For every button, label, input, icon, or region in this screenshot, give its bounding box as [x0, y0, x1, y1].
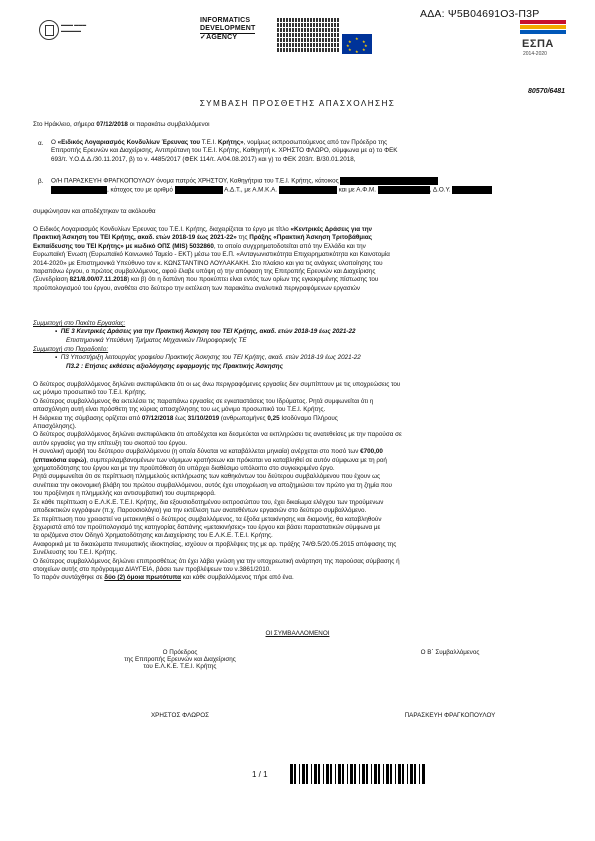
redacted-id — [175, 186, 223, 194]
body-paragraph: Ο Ειδικός Λογαριασμός Κονδυλίων Έρευνας του Τ.Ε.Ι. Κρήτης, διαχειρίζεται το έργο με τίτλο «Κεντρικές Δράσεις για την Πρακτική Άσκηση του ΤΕΙ Κρήτης, ακαδ. ετών 2018-19 έως 2021-22» της Πράξης «Πρακτική Άσκηση Τριτοβάθμιας Εκπαίδευσης του ΤΕΙ Κρήτης» με κωδικό ΟΠΣ (ΜIS) 5032860, το οποίο συγχρηματοδοτείται από την Ελλάδα και την Ευρωπαϊκή Ένωση (Ευρωπαϊκό Κοινωνικό Ταμείο - ΕΚΤ) μέσω του Ε.Π. «Ανταγωνιστικότητα Επιχειρηματικότητα και Καινοτομία 2014-2020» με Επιστημονικά Υπεύθυνο τον κ. ΚΩΝΣΤΑΝΤΙΝΟ ΛΟΥΛΑΚΑΚΗ. Στο πλαίσιο και για τις ανάγκες υλοποίησης του παραπάνω έργου, ο πρώτος συμβαλλόμενος, αφού έλαβε υπόψη α) την απόφαση της Επιτροπής Ερευνών και Διαχείρισης (Συνεδρίαση 821/8.00/07.11.2018) και β) ότι η δαπάνη που προκύπτει είναι εντός των ορίων της εγκεκριμένης πίστωσης του προϋπολογισμού του έργου, αναθέτει στο δεύτερο την εκτέλεση των παρακάτω αναλυτικά περιγραφόμενων εργασιών — [33, 226, 390, 292]
deliverable-heading: Συμμετοχή στο Παραδοτέο: — [33, 346, 109, 353]
eu-text-block — [277, 18, 339, 53]
informatics-logo: INFORMATICS DEVELOPMENT ✓AGENCY — [200, 17, 256, 41]
redacted-afm — [378, 186, 430, 194]
eu-flag-icon: ★ ★ ★ ★ ★ ★ ★ ★ — [342, 34, 372, 54]
tei-logo: ▬▬▬ ▬▬▬ ▬▬▬▬▬ — [39, 18, 99, 48]
signature-left-name: ΧΡΗΣΤΟΣ ΦΛΩΡΟΣ — [150, 712, 210, 719]
party-a-label: α. — [38, 140, 44, 147]
signature-right-name: ΠΑΡΑΣΚΕΥΗ ΦΡΑΓΚΟΠΟΥΛΟΥ — [404, 712, 496, 719]
intro-line: Στο Ηράκλειο, σήμερα 07/12/2018 οι παρακάτω συμβαλλόμενοι — [33, 121, 210, 128]
seal-icon — [39, 20, 59, 40]
party-b-label: β. — [38, 178, 44, 185]
espa-logo: ΕΣΠΑ 2014-2020 — [520, 18, 570, 62]
barcode-icon — [290, 764, 428, 784]
deliverable-sub: Π3.2 : Ετήσιες εκθέσεις αξιολόγησης εφαρμογής της Πρακτικής Άσκησης — [66, 363, 283, 370]
work-package-sub: Επιστημονικά Υπεύθυνη Τμήματος Μηχανικών Πληροφορικής ΤΕ — [66, 337, 247, 344]
page-number: 1 / 1 — [252, 770, 268, 779]
document-title: ΣΥΜΒΑΣΗ ΠΡΟΣΘΕΤΗΣ ΑΠΑΣΧΟΛΗΣΗΣ — [199, 99, 396, 108]
redacted-doy — [452, 186, 492, 194]
signature-right-block: Ο Β΄ Συμβαλλόμενος — [420, 649, 480, 656]
agreed-line: συμφώνησαν και αποδέχτηκαν τα ακόλουθα — [33, 208, 156, 215]
redacted-address — [340, 177, 438, 185]
parties-heading: ΟΙ ΣΥΜΒΑΛΛΟΜΕΝΟΙ — [265, 630, 330, 637]
contract-terms: Ο δεύτερος συμβαλλόμενος δηλώνει ανεπιφύλακτα ότι οι ως άνω περιγραφόμενες εργασίες δεν συμπίπτουν με τις υποχρεώσεις του ως μόνιμο προσωπικό του Τ.Ε.Ι. Κρήτης. Ο δεύτερος συμβαλλόμενος θα εκτελέσει τις παραπάνω εργασίες σε εγκαταστάσεις του Ιδρύματος. Ρητά συμφωνείται ότι η απασχόληση αυτή είναι πρόσθετη της κύριας απασχόλησης του ως μόνιμο προσωπικό του Τ.Ε.Ι. Κρήτης. Η διάρκεια της σύμβασης ορίζεται από 07/12/2018 έως 31/10/2019 (ανθρωπομήνες 0,25 Ισοδύναμο Πλήρους Απασχόλησης). Ο δεύτερος συμβαλλόμενος δηλώνει ανεπιφύλακτα ότι αποδέχεται και δεσμεύεται να εκπληρώσει τις ανατεθείσες με την παρούσα σε αυτόν εργασίες για την επίτευξη του σκοπού του έργου. Η συνολική αμοιβή του δεύτερου συμβαλλόμενου (η οποία δύναται να καταβάλλεται μηνιαία) ανέρχεται στο ποσό των €700,00 (επτακόσια ευρώ), συμπεριλαμβανομένων των νόμιμων κρατήσεων και πρόκειται να καταβληθεί σε αυτόν σύμφωνα με τη ροή χρηματοδότησης του έργου και με την προϋπόθεση ότι υπάρχει διαθέσιμο υπόλοιπο στο συγκεκριμένο έργο. Ρητά συμφωνείται ότι σε περίπτωση πλημμελούς εκπλήρωσης των καθηκόντων του δεύτερου συμβαλλόμενου που έχουν ως συνέπεια την οικονομική βλάβη του πρώτου συμβαλλόμενου, αυτός έχει υποχρέωση να αποζημιώσει τον πρώτο για τη ζημία που του προξένησε η πλημμελής και αντισυμβατική του συμπεριφορά. Σε κάθε περίπτωση ο Ε.Λ.Κ.Ε. Τ.Ε.Ι. Κρήτης, δια εξουσιοδοτημένου εκπροσώπου του, έχει δικαίωμα ελέγχου των τηρούμενων αποδεικτικών εγγράφων (π.χ. Παρουσιολόγιο) για την εκτέλεση των ανατεθέντων εργασιών στο δεύτερο συμβαλλόμενο. Σε περίπτωση που χρειαστεί να μετακινηθεί ο δεύτερος συμβαλλόμενος, τα έξοδα μετακίνησης και διαμονής, θα καταβληθούν ξεχωριστά από τον προϋπολογισμό της κατηγορίας δαπάνης «μετακινήσεις» του έργου και βάσει παραστατικών σύμφωνα με τα οριζόμενα στον Οδηγό Χρηματοδότησης και Διαχείρισης του Ε.Λ.Κ.Ε. Τ.Ε.Ι. Κρήτης. Αναφορικά με τα δικαιώματα πνευματικής ιδιοκτησίας, ισχύουν οι προβλέψεις της με αρ. πράξης 74/Θ.5/20.05.2015 απόφασης της Συνέλευσης του Τ.Ε.Ι. Κρήτης. Ο δεύτερος συμβαλλόμενος δηλώνει επιπροσθέτως ότι έχει λάβει γνώση για την υποχρεωτική ανάρτηση της παρούσας σύμβασης ή στοιχείων αυτής στο πρόγραμμα ΔΙΑΥΓΕΙΑ, βάσει των προβλέψεων του ν.3861/2010. Το παρόν συντάχθηκε σε δύο (2) όμοια πρωτότυπα και κάθε συμβαλλόμενος πήρε από ένα. — [33, 381, 402, 582]
party-b-text: Ο/Η ΠΑΡΑΣΚΕΥΗ ΦΡΑΓΚΟΠΟΥΛΟΥ όνομα πατρός ΧΡΗΣΤΟΥ, Καθηγήτρια του Τ.Ε.Ι. Κρήτης, κάτοικος , κάτοχος του με αριθμό Α.Δ.Τ., με Α.Μ.Κ.Α. και με Α.Φ.Μ. , Δ.Ο.Υ. — [51, 177, 571, 195]
ada-number: ΑΔΑ: Ψ5Β04691Ο3-Π3Ρ — [420, 8, 540, 20]
protocol-number: 80570/6481 — [528, 88, 565, 95]
signature-left-block: Ο Πρόεδρος της Επιτροπής Ερευνών και Διαχείρισης του Ε.Λ.Κ.Ε. Τ.Ε.Ι. Κρήτης — [124, 649, 236, 670]
deliverable-item: ▪ Π3 Υποστήριξη λειτουργίας γραφείου Πρακτικής Άσκησης του ΤΕΙ Κρήτης, ακαδ. ετών 2018-19 έως 2021-22 — [55, 354, 361, 361]
redacted-name — [51, 186, 107, 194]
party-a-text: Ο «Ειδικός Λογαριασμός Κονδυλίων Έρευνας του Τ.Ε.Ι. Κρήτης», νομίμως εκπροσωπούμενος από τον Πρόεδρο της Επιτροπής Ερευνών και Διαχείρισης, Αντιπρύτανη του Τ.Ε.Ι. Κρήτης, Καθηγητή κ. ΧΡΗΣΤΟ ΦΛΩΡΟ, σύμφωνα με α) το ΦΕΚ 693/τ. Υ.Ο.Δ.Δ./30.11.2017, β) το ν. 4485/2017 (ΦΕΚ 114/τ. Α/04.08.2017) και γ) το ΦΕΚ 203/τ. Β/30.01.2018, — [51, 139, 398, 163]
work-package-item: ▪ ΠΕ 3 Κεντρικές Δράσεις για την Πρακτική Άσκηση του ΤΕΙ Κρήτης, ακαδ. ετών 2018-19 έως 2021-22 — [55, 328, 356, 335]
redacted-amka — [279, 186, 337, 194]
work-package-heading: Συμμετοχή στο Πακέτο Εργασίας: — [33, 320, 126, 327]
